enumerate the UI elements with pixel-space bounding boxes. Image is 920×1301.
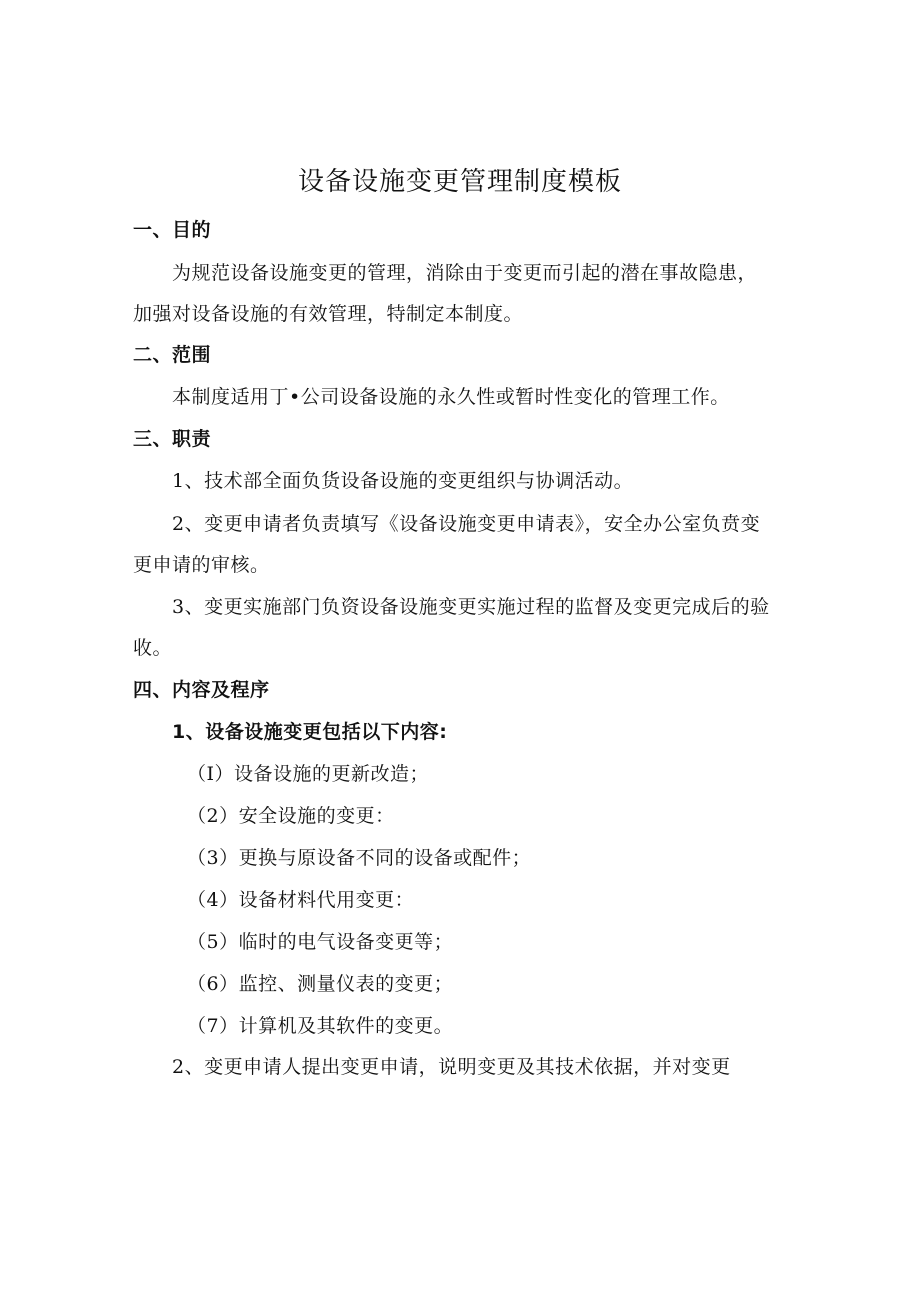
list-item: （I）设备设施的更新改造； (187, 763, 430, 785)
paragraph-line: 加强对设备设施的有效管理，特制定本制度。 (133, 303, 524, 325)
duty-item-continuation: 收。 (133, 637, 173, 659)
section-heading-duties: 三、职责 (133, 428, 212, 450)
list-item: （5）临时的电气设备变更等； (187, 931, 454, 953)
section-heading-scope: 二、范围 (133, 344, 212, 366)
paragraph-line: 本制度适用丁•公司设备设施的永久性或暂时性变化的管理工作。 (172, 386, 730, 408)
list-item: （4）设备材料代用变更： (187, 889, 415, 911)
list-item: （7）计算机及其软件的变更。 (187, 1015, 454, 1037)
procedure-subheading: 2、变更申请人提出变更申请，说明变更及其技术依据，并对变更 (172, 1056, 731, 1078)
section-heading-procedure: 四、内容及程序 (133, 679, 270, 701)
duty-item: 1、技术部全面负货设备设施的变更组织与协调活动。 (172, 470, 634, 492)
duty-item-continuation: 更申请的审核。 (133, 554, 270, 576)
procedure-subheading: 1、设备设施变更包括以下内容: (172, 721, 448, 743)
list-item: （6）监控、测量仪表的变更； (187, 973, 454, 995)
list-item: （3）更换与原设备不同的设备或配件； (187, 847, 532, 869)
duty-item: 2、变更申请者负责填写《设备设施变更申请表》，安全办公室负贲变 (172, 513, 761, 535)
list-item: （2）安全设施的变更： (187, 805, 395, 827)
duty-item: 3、变更实施部门负资设备设施变更实施过程的监督及变更完成后的验 (172, 596, 770, 618)
paragraph-line: 为规范设备设施变更的管理，消除由于变更而引起的潜在事故隐患， (172, 262, 758, 284)
document-title: 设备设施变更管理制度模板 (297, 167, 622, 197)
section-heading-purpose: 一、目的 (133, 219, 212, 241)
